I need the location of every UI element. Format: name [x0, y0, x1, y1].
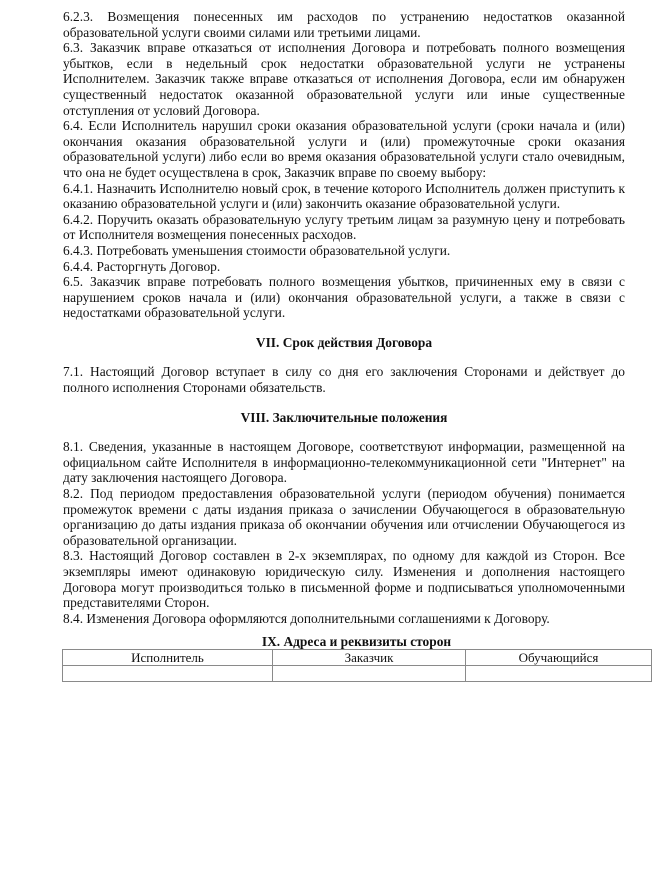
clause-6-4-2: 6.4.2. Поручить оказать образовательную услугу третьим лицам за разумную цену и потребовать от Исполнителя возмещения понесенных расходов.: [63, 211, 625, 243]
document-body: [63, 9, 625, 626]
table-row: [63, 666, 652, 682]
column-header-customer: Заказчик: [273, 650, 466, 666]
section-9-heading: IX. Адреса и реквизиты сторон: [261, 634, 452, 649]
clause-8-1: 8.1. Сведения, указанные в настоящем Договоре, соответствуют информации, размещенной на официальном сайте Исполнителя в информационно-телекоммуникационной сети "Интернет" на дату заключения настоящего Договора.: [63, 439, 625, 486]
table-header-row: [63, 650, 652, 666]
clause-6-4: 6.4. Если Исполнитель нарушил сроки оказания образовательной услуги (сроки начала и (или) окончания оказания образовательной услуги и (или) промежуточные сроки оказания образовательной услуги) либо если во время оказания образовательной услуги стало очевидным, что она не будет осуществлена в срок, Заказчик вправе по своему выбору:: [63, 118, 625, 180]
clause-6-4-1: 6.4.1. Назначить Исполнителю новый срок, в течение которого Исполнитель должен приступить к оказанию образовательной услуги и (или) закончить оказание образовательной услуги.: [63, 180, 625, 212]
section-7-heading: VII. Срок действия Договора: [255, 334, 433, 350]
clause-6-5: 6.5. Заказчик вправе потребовать полного возмещения убытков, причиненных ему в связи с нарушением сроков начала и (или) окончания образовательной услуги, а также в связи с недостатками образовательной услуги.: [63, 274, 625, 321]
clause-6-3: 6.3. Заказчик вправе отказаться от исполнения Договора и потребовать полного возмещения убытков, если в недельный срок недостатки образовательной услуги не устранены Исполнителем. Заказчик также вправе отказаться от исполнения Договора, если им обнаружен существенный недостаток оказанной образовательной услуги или иные существенные отступления от условий Договора.: [63, 40, 625, 118]
cell-executor: [63, 666, 273, 682]
section-8-heading: VIII. Заключительные положения: [240, 409, 448, 425]
requisites-table: [62, 649, 652, 682]
clause-8-3: 8.3. Настоящий Договор составлен в 2-х экземплярах, по одному для каждой из Сторон. Все экземпляры имеют одинаковую юридическую силу. Изменения и дополнения настоящего Договора могут производиться только в письменной форме и подписываться уполномоченными представителями Сторон.: [63, 548, 625, 611]
clause-8-4: 8.4. Изменения Договора оформляются дополнительными соглашениями к Договору.: [63, 610, 550, 626]
clause-6-4-3: 6.4.3. Потребовать уменьшения стоимости образовательной услуги.: [63, 242, 451, 258]
clause-6-4-4: 6.4.4. Расторгнуть Договор.: [63, 258, 221, 274]
clause-6-2-3: 6.2.3. Возмещения понесенных им расходов по устранению недостатков оказанной образовательной услуги своими силами или третьими лицами.: [63, 9, 625, 40]
clause-8-2: 8.2. Под периодом предоставления образовательной услуги (периодом обучения) понимается промежуток времени с даты издания приказа о зачислении Обучающегося в образовательную организацию до даты издания приказа об окончании обучения или отчислении Обучающегося из образовательной организации.: [63, 486, 625, 548]
column-header-student: Обучающийся: [466, 650, 652, 666]
cell-student: [466, 666, 652, 682]
cell-customer: [273, 666, 466, 682]
column-header-executor: Исполнитель: [63, 650, 273, 666]
clause-7-1: 7.1. Настоящий Договор вступает в силу со дня его заключения Сторонами и действует до полного исполнения Сторонами обязательств.: [63, 364, 625, 396]
